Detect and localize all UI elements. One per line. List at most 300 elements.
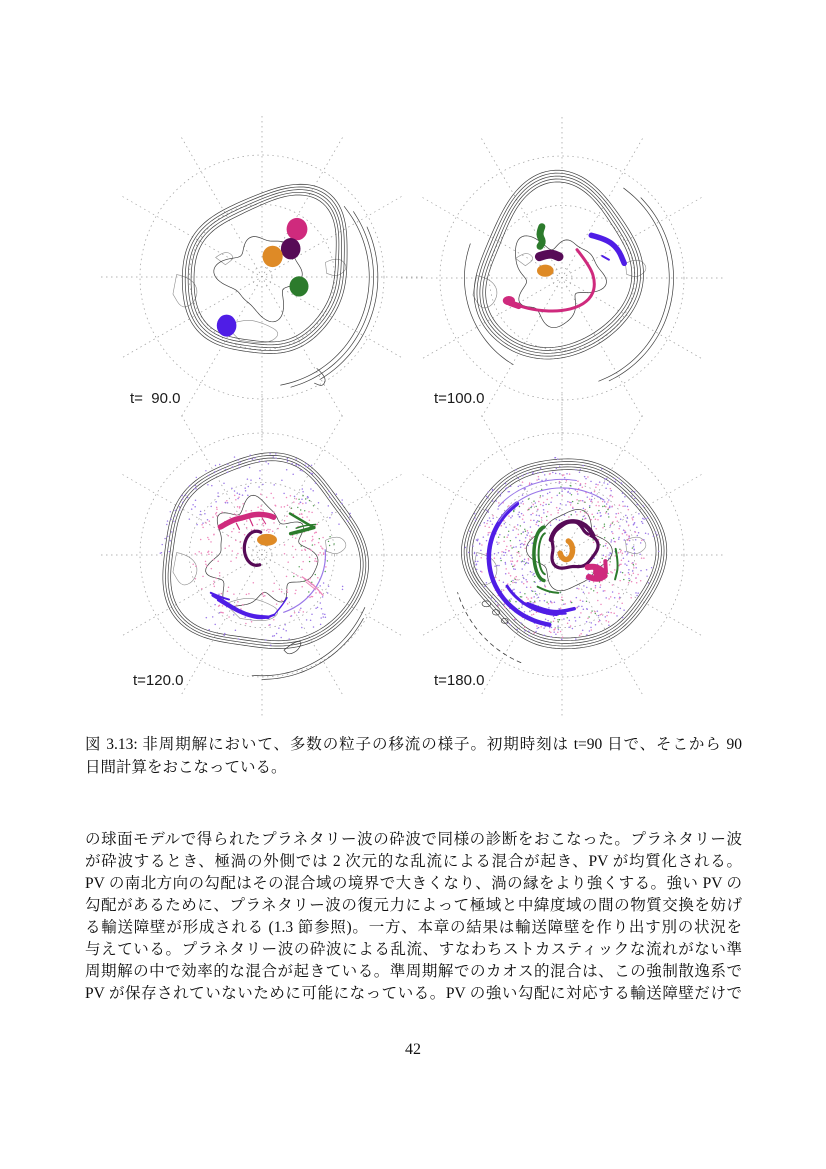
- particle-dot: [655, 532, 656, 533]
- particle-dot: [591, 499, 593, 501]
- particle-dot: [576, 607, 578, 609]
- particle-dot: [288, 638, 290, 640]
- particle-dot: [521, 596, 522, 597]
- particle-dot: [273, 456, 274, 457]
- particle-dot: [248, 486, 250, 488]
- particle-dot: [549, 491, 551, 493]
- particle-dot: [305, 498, 306, 499]
- particle-dot: [563, 603, 565, 605]
- particle-dot: [607, 501, 609, 503]
- particle-dot: [524, 564, 526, 566]
- particle-dot: [610, 596, 612, 598]
- particle-dot: [325, 566, 327, 568]
- particle-dot: [608, 516, 609, 517]
- particle-dot: [252, 458, 254, 460]
- particle-dot: [597, 610, 599, 612]
- particle-dot: [584, 512, 586, 514]
- particle-dot: [638, 513, 640, 515]
- particle-dot: [219, 464, 220, 465]
- particle-dot: [630, 597, 632, 599]
- particle-dot: [620, 571, 622, 573]
- particle-dot: [550, 525, 552, 527]
- particle-dot: [201, 524, 203, 526]
- particle-dot: [559, 482, 561, 484]
- particle-dot: [599, 620, 601, 622]
- particle-dot: [166, 524, 167, 525]
- particle-dot: [310, 620, 312, 622]
- particle-dot: [637, 504, 638, 505]
- particle-dot: [204, 513, 206, 515]
- particle-dot: [500, 560, 501, 561]
- particle-dot: [605, 543, 607, 545]
- particle-dot: [510, 560, 512, 562]
- particle-dot: [270, 493, 272, 495]
- particle-dot: [265, 461, 266, 462]
- particle-dot: [643, 539, 645, 541]
- particle-dot: [170, 519, 171, 520]
- particle-blob: [257, 534, 277, 546]
- particle-dot: [610, 541, 612, 543]
- particle-dot: [304, 510, 305, 511]
- particle-dot: [648, 533, 649, 534]
- particle-dot: [590, 481, 592, 483]
- particle-dot: [595, 585, 597, 587]
- particle-dot: [560, 486, 561, 487]
- particle-dot: [515, 579, 516, 580]
- particle-dot: [621, 483, 622, 484]
- particle-dot: [321, 608, 323, 610]
- particle-dot: [595, 613, 596, 614]
- particle-dot: [314, 544, 316, 546]
- particle-dot: [224, 547, 226, 549]
- particle-dot: [577, 503, 578, 504]
- particle-dot: [201, 588, 203, 590]
- particle-dot: [236, 605, 238, 607]
- particle-dot: [518, 552, 520, 554]
- particle-dot: [632, 519, 634, 521]
- particle-dot: [538, 515, 540, 517]
- particle-dot: [570, 502, 572, 504]
- particle-dot: [200, 539, 202, 541]
- particle-dot: [524, 611, 526, 613]
- particle-dot: [510, 545, 512, 547]
- particle-dot: [225, 502, 227, 504]
- particle-dot: [628, 509, 630, 511]
- particle-dot: [495, 601, 497, 603]
- particle-dot: [215, 513, 217, 515]
- particle-dot: [489, 532, 491, 534]
- particle-dot: [233, 593, 235, 595]
- particle-dot: [298, 503, 300, 505]
- particle-dot: [618, 528, 620, 530]
- particle-dot: [524, 548, 526, 550]
- particle-dot: [196, 477, 197, 478]
- particle-dot: [235, 629, 237, 631]
- particle-dot: [614, 597, 616, 599]
- particle-dot: [557, 458, 558, 459]
- particle-dot: [606, 503, 608, 505]
- particle-dot: [533, 614, 535, 616]
- particle-dot: [302, 491, 304, 493]
- particle-dot: [314, 532, 316, 534]
- particle-dot: [546, 520, 548, 522]
- particle-dot: [618, 593, 620, 595]
- particle-dot: [622, 506, 624, 508]
- particle-dot: [618, 538, 620, 540]
- particle-dot: [521, 606, 523, 608]
- particle-dot: [508, 505, 510, 507]
- particle-dot: [540, 626, 542, 628]
- particle-dot: [513, 510, 514, 511]
- particle-dot: [571, 602, 572, 603]
- particle-dot: [622, 492, 624, 494]
- body-text-line: 勾配があるために、プラネタリー波の復元力によって極域と中緯度域の間の物質交換を妨げ: [85, 897, 742, 914]
- particle-dot: [246, 520, 248, 522]
- particle-dot: [259, 478, 261, 480]
- particle-dot: [220, 611, 222, 613]
- particle-dot: [224, 633, 226, 635]
- particle-dot: [529, 611, 531, 613]
- particle-dot: [497, 508, 499, 510]
- particle-dot: [219, 575, 221, 577]
- particle-dot: [609, 482, 610, 483]
- coastline: [625, 260, 645, 277]
- particle-dot: [173, 521, 174, 522]
- particle-dot: [303, 611, 305, 613]
- particle-dot: [618, 513, 620, 515]
- particle-dot: [218, 605, 220, 607]
- particle-dot: [491, 597, 493, 599]
- particle-dot: [497, 605, 499, 607]
- particle-dot: [328, 585, 330, 587]
- particle-dot: [503, 554, 505, 556]
- particle-dot: [648, 582, 649, 583]
- particle-dot: [248, 593, 250, 595]
- particle-dot: [586, 608, 588, 610]
- particle-dot: [619, 596, 621, 598]
- particle-dot: [194, 488, 195, 489]
- particle-dot: [620, 551, 622, 553]
- particle-dot: [641, 521, 643, 523]
- particle-dot: [500, 495, 502, 497]
- particle-dot: [287, 603, 289, 605]
- particle-dot: [568, 627, 570, 629]
- particle-dot: [281, 600, 283, 602]
- particle-dot: [522, 575, 524, 577]
- particle-dot: [287, 561, 289, 563]
- particle-dot: [319, 585, 321, 587]
- particle-dot: [557, 625, 559, 627]
- particle-dot: [320, 546, 322, 548]
- particle-dot: [242, 494, 244, 496]
- particle-dot: [300, 509, 301, 510]
- particle-dot: [627, 539, 629, 541]
- particle-dot: [302, 495, 303, 496]
- particle-dot: [640, 542, 642, 544]
- particle-dot: [615, 513, 617, 515]
- particle-dot: [526, 586, 528, 588]
- particle-dot: [311, 550, 313, 552]
- particle-dot: [524, 559, 526, 561]
- particle-dot: [550, 502, 552, 504]
- particle-dot: [238, 496, 240, 498]
- particle-dot: [515, 546, 517, 548]
- particle-dot: [565, 504, 567, 506]
- particle-dot: [195, 553, 197, 555]
- particle-dot: [503, 541, 505, 543]
- particle-dot: [208, 475, 209, 476]
- particle-dot: [313, 505, 314, 506]
- particle-dot: [494, 553, 496, 555]
- particle-dot: [479, 525, 481, 527]
- particle-dot: [281, 479, 283, 481]
- particle-dot: [607, 547, 609, 549]
- particle-dot: [632, 570, 634, 572]
- particle-dot: [603, 555, 605, 557]
- particle-dot: [534, 576, 535, 577]
- particle-dot: [624, 539, 626, 541]
- particle-dot: [311, 540, 313, 542]
- particle-dot: [550, 632, 552, 634]
- particle-dot: [494, 565, 496, 567]
- particle-dot: [579, 484, 581, 486]
- particle-dot: [516, 579, 518, 581]
- particle-dot: [557, 509, 559, 511]
- particle-dot: [179, 509, 180, 510]
- particle-dot: [518, 486, 520, 488]
- particle-dot: [304, 581, 305, 582]
- particle-dot: [294, 593, 296, 595]
- particle-dot: [542, 505, 544, 507]
- particle-dot: [612, 584, 614, 586]
- particle-dot: [602, 501, 604, 503]
- particle-dot: [633, 573, 635, 575]
- particle-dot: [525, 563, 526, 564]
- particle-dot: [310, 473, 312, 475]
- particle-dot: [315, 482, 317, 484]
- particle-dot: [302, 503, 304, 505]
- particle-dot: [227, 502, 229, 504]
- particle-dot: [569, 501, 571, 503]
- particle-dot: [211, 485, 213, 487]
- particle-dot: [251, 621, 253, 623]
- particle-dot: [612, 505, 614, 507]
- particle-dot: [587, 476, 589, 478]
- particle-dot: [318, 554, 320, 556]
- particle-dot: [616, 615, 618, 617]
- particle-dot: [476, 539, 477, 540]
- particle-dot: [621, 559, 623, 561]
- particle-dot: [322, 548, 324, 550]
- particle-dot: [519, 592, 521, 594]
- particle-dot: [536, 506, 537, 507]
- particle-dot: [309, 597, 311, 599]
- particle-dot: [341, 503, 343, 505]
- particle-dot: [277, 528, 279, 530]
- particle-dot: [586, 601, 587, 602]
- particle-dot: [530, 514, 532, 516]
- particle-dot: [500, 557, 502, 559]
- particle-dot: [192, 504, 194, 506]
- particle-dot: [595, 486, 597, 488]
- particle-dot: [171, 531, 172, 532]
- particle-dot: [600, 614, 602, 616]
- polar-plot-t180: [415, 425, 725, 715]
- particle-dot: [195, 578, 197, 580]
- particle-dot: [234, 495, 236, 497]
- particle-dot: [562, 495, 564, 497]
- coastline: [325, 537, 345, 554]
- particle-dot: [276, 603, 278, 605]
- particle-dot: [569, 620, 571, 622]
- particle-dot: [285, 630, 287, 632]
- particle-dot: [524, 543, 526, 545]
- particle-dot: [266, 530, 268, 532]
- particle-dot: [641, 557, 643, 559]
- particle-dot: [608, 508, 610, 510]
- particle-dot: [195, 565, 197, 567]
- particle-dot: [505, 488, 507, 490]
- particle-dot: [506, 537, 508, 539]
- particle-dot: [198, 551, 200, 553]
- particle-dot: [312, 596, 314, 598]
- particle-dot: [266, 496, 268, 498]
- particle-dot: [619, 549, 620, 550]
- particle-dot: [275, 453, 276, 454]
- particle-dot: [311, 465, 312, 466]
- particle-dot: [213, 581, 215, 583]
- particle-dot: [296, 458, 297, 459]
- particle-dot: [477, 539, 479, 541]
- particle-dot: [559, 508, 561, 510]
- particle-dot: [598, 510, 599, 511]
- particle-dot: [481, 571, 483, 573]
- particle-dot: [305, 550, 307, 552]
- particle-dot: [349, 513, 351, 515]
- particle-dot: [511, 557, 513, 559]
- particle-dot: [610, 488, 612, 490]
- particle-dot: [585, 478, 587, 480]
- particle-dot: [645, 518, 646, 519]
- particle-dot: [547, 493, 549, 495]
- particle-dot: [528, 635, 530, 637]
- particle-dot: [595, 587, 597, 589]
- particle-dot: [291, 463, 292, 464]
- particle-dot: [609, 552, 611, 554]
- particle-dot: [532, 591, 533, 592]
- particle-dot: [623, 609, 625, 611]
- particle-dot: [315, 574, 316, 575]
- particle-dot: [480, 557, 482, 559]
- particle-dot: [540, 468, 541, 469]
- particle-dot: [329, 536, 330, 537]
- particle-dot: [530, 586, 532, 588]
- particle-dot: [537, 508, 539, 510]
- particle-dot: [575, 469, 577, 471]
- particle-dot: [560, 592, 561, 593]
- particle-dot: [526, 535, 528, 537]
- particle-dot: [301, 549, 303, 551]
- particle-dot: [551, 497, 553, 499]
- particle-dot: [518, 608, 519, 609]
- particle-dot: [488, 491, 489, 492]
- particle-dot: [628, 572, 630, 574]
- particle-dot: [185, 495, 186, 496]
- particle-dot: [631, 495, 632, 496]
- particle-dot: [245, 623, 247, 625]
- particle-dot: [518, 478, 519, 479]
- particle-dot: [202, 576, 204, 578]
- particle-dot: [634, 522, 636, 524]
- particle-dot: [525, 531, 526, 532]
- particle-dot: [309, 500, 310, 501]
- particle-dot: [310, 488, 312, 490]
- particle-dot: [598, 621, 600, 623]
- particle-dot: [323, 582, 325, 584]
- particle-dot: [302, 517, 304, 519]
- particle-dot: [580, 599, 582, 601]
- particle-dot: [530, 601, 531, 602]
- filament-arc: [458, 593, 521, 663]
- particle-dot: [636, 595, 638, 597]
- particle-dot: [214, 586, 216, 588]
- particle-dot: [629, 540, 631, 542]
- particle-dot: [567, 501, 569, 503]
- particle-dot: [636, 582, 638, 584]
- particle-dot: [635, 539, 637, 541]
- particle-dot: [508, 531, 509, 532]
- particle-dot: [561, 639, 563, 641]
- particle-dot: [624, 551, 626, 553]
- particle-dot: [635, 563, 637, 565]
- particle-dot: [603, 590, 605, 592]
- filament-arc: [320, 227, 378, 380]
- polar-plot-t90: [105, 135, 415, 425]
- particle-dot: [328, 541, 329, 542]
- particle-dot: [262, 523, 264, 525]
- page-number: 42: [405, 1041, 421, 1058]
- particle-dot: [637, 592, 639, 594]
- particle-dot: [528, 563, 530, 565]
- particle-dot: [604, 537, 605, 538]
- particle-dot: [636, 526, 638, 528]
- particle-dot: [550, 621, 551, 622]
- particle-dot: [546, 516, 547, 517]
- particle-dot: [272, 531, 274, 533]
- particle-dot: [520, 596, 521, 597]
- particle-dot: [619, 580, 621, 582]
- particle-blob: [593, 566, 604, 578]
- particle-dot: [646, 576, 647, 577]
- particle-dot: [512, 529, 514, 531]
- particle-dot: [342, 589, 344, 591]
- particle-dot: [619, 478, 620, 479]
- particle-dot: [501, 525, 503, 527]
- particle-dot: [605, 487, 607, 489]
- particle-dot: [250, 619, 252, 621]
- particle-dot: [602, 558, 603, 559]
- particle-dot: [260, 493, 262, 495]
- particle-dot: [237, 601, 239, 603]
- particle-dot: [286, 497, 288, 499]
- particle-dot: [192, 564, 194, 566]
- figure-caption-line-2: 日間計算をおこなっている。: [85, 759, 287, 776]
- particle-dot: [527, 530, 529, 532]
- particle-dot: [498, 542, 500, 544]
- body-text-line: の球面モデルで得られたプラネタリー波の砕波で同様の診断をおこなった。プラネタリー波: [85, 831, 742, 848]
- particle-dot: [267, 529, 269, 531]
- particle-dot: [523, 583, 525, 585]
